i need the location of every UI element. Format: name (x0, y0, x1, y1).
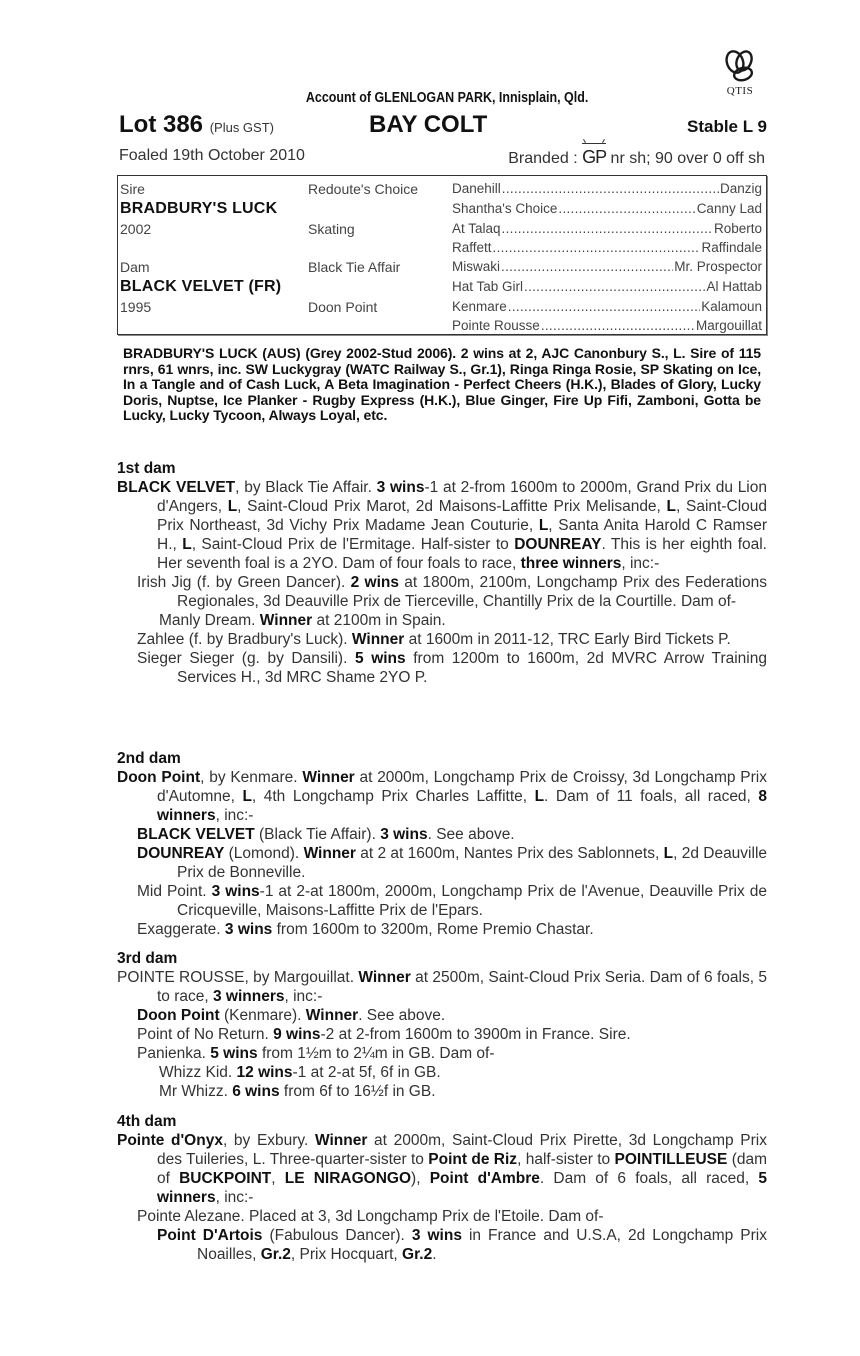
brand-bar-icon (582, 143, 606, 150)
text-run: . (432, 1246, 437, 1263)
text-run: , inc:- (215, 1189, 254, 1206)
dam-sire: Black Tie Affair (308, 259, 401, 275)
gp-left: Shantha's Choice (452, 201, 558, 216)
dam-label: Dam (120, 259, 150, 275)
bold-run: 3 wins (211, 883, 260, 900)
entry-paragraph (117, 825, 767, 844)
bold-run: Winner (351, 631, 405, 648)
gp-left: Raffett (452, 240, 492, 255)
text-run: (Kenmare). (219, 1007, 306, 1024)
gp-left: Pointe Rousse (452, 318, 540, 333)
text-run: . See above. (427, 826, 515, 843)
text-run: , (271, 1170, 285, 1187)
horse-description: BAY COLT (369, 111, 488, 138)
gp-right: Danzig (719, 181, 762, 196)
entry-paragraph (117, 1006, 767, 1025)
entry-paragraph (117, 1207, 767, 1226)
entry-paragraph (117, 1044, 767, 1063)
section-body (117, 1131, 767, 1264)
second-dam-section (117, 750, 767, 939)
text-run: , inc:- (284, 988, 323, 1005)
gp-right: Canny Lad (696, 201, 762, 216)
text-run: Mr Whizz. (159, 1083, 233, 1100)
entry-paragraph (117, 1082, 767, 1101)
entry-paragraph (117, 968, 767, 1006)
bold-run: L (227, 498, 238, 515)
grandparent-row (452, 279, 762, 294)
brand-mark (582, 147, 606, 168)
section-heading: 4th dam (117, 1113, 177, 1130)
sire-sire: Redoute's Choice (308, 181, 419, 197)
lot-label: Lot 386 (119, 111, 204, 138)
bold-run: BLACK VELVET (137, 826, 255, 843)
bold-run: DOUNREAY (137, 845, 225, 862)
bold-run: L (666, 498, 677, 515)
section-heading: 1st dam (117, 460, 176, 477)
text-run: -2 at 2-from 1600m to 3900m in France. Sire. (320, 1026, 631, 1043)
entry-paragraph (117, 573, 767, 611)
text-run: , inc:- (621, 555, 660, 572)
bold-run: 5 wins (354, 650, 406, 667)
text-run: , Saint-Cloud Prix Northeast, 3d Vichy Prix Madame Jean Couturie, (157, 498, 767, 534)
gp-left: Hat Tab Girl (452, 279, 524, 294)
text-run: Manly Dream. (159, 612, 260, 629)
gp-left: Miswaki (452, 259, 501, 274)
bold-run: 3 winners (213, 988, 285, 1005)
gp-right: Kalamoun (701, 299, 762, 314)
bold-run: Doon Point (137, 1007, 220, 1024)
text-run: (Fabulous Dancer). (262, 1227, 412, 1244)
text-run: at 2000m, Longchamp Prix de Croissy, 3d Longchamp Prix d'Automne, (157, 769, 768, 805)
leader-dots (541, 318, 695, 333)
grandparent-row (452, 259, 762, 274)
bold-run: Winner (259, 612, 313, 629)
sire-dam: Skating (308, 221, 355, 237)
bold-run: L (182, 536, 192, 553)
text-run: from 1200m to 1600m, 2d MVRC Arrow Training Services H., 3d MRC Shame 2YO P. (177, 650, 767, 686)
brand-info (508, 147, 765, 168)
text-run: Zahlee (f. by Bradbury's Luck). (137, 631, 352, 648)
bold-run: Doon Point (117, 769, 201, 786)
lot-number (119, 111, 274, 139)
bold-run: LE NIRAGONGO (284, 1170, 412, 1187)
entry-paragraph (117, 1226, 767, 1264)
text-run: (dam of (157, 1151, 768, 1187)
entry-paragraph (117, 478, 767, 573)
text-run: from 1600m to 3200m, Rome Premio Chastar. (272, 921, 594, 938)
leader-dots (524, 279, 705, 294)
gp-right: Al Hattab (706, 279, 762, 294)
entry-paragraph (117, 844, 767, 882)
bold-run: Winner (302, 769, 355, 786)
grandparent-row (452, 221, 762, 236)
leader-dots (493, 240, 701, 255)
text-run: , by Black Tie Affair. (235, 479, 377, 496)
gp-left: Danehill (452, 181, 501, 196)
text-run: Panienka. (137, 1045, 211, 1062)
bold-run: Point de Riz (428, 1151, 518, 1168)
entry-paragraph (117, 882, 767, 920)
text-run: , by Exbury. (222, 1132, 315, 1149)
bold-run: 6 wins (232, 1083, 280, 1100)
bold-run: L (663, 845, 674, 862)
bold-run: Winner (358, 969, 411, 986)
leader-dots (502, 221, 713, 236)
sire-summary: BRADBURY'S LUCK (AUS) (Grey 2002-Stud 2006). 2 wins at 2, AJC Canonbury S., L. Sire of 115 rnrs, 61 wnrs, inc. SW Luckygray (WATC Railway S., Gr.1), Ringa Ringa Rosie, SP Skating on Ice, In a Tangle and of Cash Luck, A Beta Imagination - Perfect Cheers (H.K.), Blades of Glory, Lucky Doris, Nuptse, Ice Planker - Rugby Express (H.K.), Blue Ginger, Fire Up Fifi, Zamboni, Gotta be Lucky, Lucky Tycoon, Always Loyal, etc. (123, 345, 761, 424)
dam-name: BLACK VELVET (FR) (120, 278, 282, 295)
entry-paragraph (117, 611, 767, 630)
bold-run: 3 wins (380, 826, 428, 843)
text-run: , half-sister to (517, 1151, 615, 1168)
grandparent-row (452, 240, 762, 255)
grandparent-row (452, 318, 762, 333)
text-run: . See above. (358, 1007, 446, 1024)
text-run: at 2100m in Spain. (312, 612, 446, 629)
text-run: -1 at 2-at 1800m, 2000m, Longchamp Prix de l'Avenue, Deauville Prix de Cricqueville, Maisons-Laffitte Prix de l'Epars. (177, 883, 767, 919)
bold-run: L (534, 788, 545, 805)
entry-paragraph (117, 649, 767, 687)
qtis-label: QTIS (726, 85, 754, 97)
brand-mark-text: GP (582, 147, 607, 167)
bold-run: 8 winners (157, 788, 768, 824)
bold-run: Gr.2 (402, 1246, 433, 1263)
bold-run: 3 wins (376, 479, 425, 496)
text-run: ), (411, 1170, 430, 1187)
bold-run: BLACK VELVET (117, 479, 236, 496)
vendor-account: Account of GLENLOGAN PARK, Innisplain, Qld. (305, 90, 589, 106)
text-run: at 1600m in 2011-12, TRC Early Bird Tickets P. (404, 631, 731, 648)
section-body (117, 968, 767, 1101)
section-heading: 3rd dam (117, 950, 178, 967)
qtis-logo (715, 48, 765, 108)
bold-run: Point D'Artois (157, 1227, 263, 1244)
text-run: at 2500m, Saint-Cloud Prix Seria. Dam of 6 foals, 5 to race, (157, 969, 767, 1005)
bold-run: 3 wins (411, 1227, 462, 1244)
gp-right: Roberto (713, 221, 762, 236)
sire-label: Sire (120, 181, 145, 197)
bold-run: Winner (303, 845, 356, 862)
section-body (117, 478, 767, 687)
gp-left: At Talaq (452, 221, 501, 236)
text-run: Sieger Sieger (g. by Dansili). (137, 650, 355, 667)
text-run: -1 at 2-from 1600m to 2000m, Grand Prix du Lion d'Angers, (157, 479, 767, 515)
sire-year: 2002 (120, 221, 152, 237)
lot-line (117, 111, 767, 139)
bold-run: BUCKPOINT (179, 1170, 272, 1187)
text-run: (Black Tie Affair). (254, 826, 381, 843)
text-run: (Lomond). (224, 845, 304, 862)
text-run: at 2000m, Saint-Cloud Prix Pirette, 3d Longchamp Prix des Tuileries, L. Three-quarter-sister to (157, 1132, 767, 1168)
text-run: -1 at 2-at 5f, 6f in GB. (292, 1064, 441, 1081)
text-run: at 1800m, 2100m, Longchamp Prix des Federations Regionales, 3d Deauville Prix de Tierceville, Chantilly Prix de la Courtille. Dam of- (177, 574, 767, 610)
text-run: , Prix Hocquart, (290, 1246, 403, 1263)
bold-run: DOUNREAY (514, 536, 602, 553)
branded-prefix: Branded : (508, 150, 583, 167)
bold-run: 5 wins (210, 1045, 258, 1062)
third-dam-section (117, 950, 767, 1101)
grandparent-row (452, 201, 762, 216)
bold-run: Winner (305, 1007, 359, 1024)
text-run: Irish Jig (f. by Green Dancer). (137, 574, 351, 591)
dam-year: 1995 (120, 299, 152, 315)
sire-name: BRADBURY'S LUCK (120, 200, 278, 217)
bold-run: 9 wins (273, 1026, 321, 1043)
bold-run: Gr.2 (260, 1246, 291, 1263)
bold-run: POINTILLEUSE (614, 1151, 728, 1168)
bold-run: 3 wins (224, 921, 273, 938)
bold-run: 5 winners (157, 1170, 767, 1206)
text-run: from 6f to 16½f in GB. (279, 1083, 436, 1100)
text-run: . Dam of 6 foals, all raced, (539, 1170, 759, 1187)
first-dam-section (117, 460, 767, 687)
entry-paragraph (117, 1025, 767, 1044)
leader-dots (502, 181, 719, 196)
text-run: , Santa Anita Harold C Ramser H., (157, 517, 767, 553)
text-run: Pointe Alezane. Placed at 3, 3d Longchamp Prix de l'Etoile. Dam of- (137, 1208, 604, 1225)
dam-dam: Doon Point (308, 299, 378, 315)
text-run: , 4th Longchamp Prix Charles Laffitte, (251, 788, 535, 805)
leader-dots (501, 259, 673, 274)
gst-note: (Plus GST) (209, 120, 274, 135)
text-run: , Saint-Cloud Prix Marot, 2d Maisons-Laffitte Prix Melisande, (237, 498, 667, 515)
leader-dots (558, 201, 695, 216)
grandparent-row (452, 299, 762, 314)
section-body (117, 768, 767, 939)
gp-right: Raffindale (701, 240, 762, 255)
section-heading: 2nd dam (117, 750, 181, 767)
text-run: Point of No Return. (137, 1026, 274, 1043)
text-run: , inc:- (215, 807, 254, 824)
gp-right: Margouillat (695, 318, 762, 333)
text-run: . This is her eighth foal. Her seventh foal is a 2YO. Dam of four foals to race, (157, 536, 767, 572)
text-run: in France and U.S.A, 2d Longchamp Prix Noailles, (197, 1227, 767, 1263)
qtis-butterfly-icon (723, 48, 757, 84)
bold-run: 12 wins (236, 1064, 293, 1081)
text-run: at 2 at 1600m, Nantes Prix des Sablonnets, (355, 845, 664, 862)
foaled-date: Foaled 19th October 2010 (119, 147, 305, 164)
text-run: , Saint-Cloud Prix de l'Ermitage. Half-sister to (191, 536, 515, 553)
gp-right: Mr. Prospector (674, 259, 762, 274)
text-run: . Dam of 11 foals, all raced, (544, 788, 759, 805)
text-run: Exaggerate. (137, 921, 225, 938)
text-run: , 2d Deauville Prix de Bonneville. (177, 845, 768, 881)
bold-run: three winners (520, 555, 622, 572)
leader-dots (508, 299, 700, 314)
gp-left: Kenmare (452, 299, 507, 314)
bold-run: L (538, 517, 549, 534)
text-run: POINTE ROUSSE, by Margouillat. (117, 969, 359, 986)
bold-run: Pointe d'Onyx (117, 1132, 223, 1149)
pedigree-table (117, 175, 767, 335)
bold-run: Winner (315, 1132, 368, 1149)
stable-location: Stable L 9 (687, 117, 767, 136)
branded-suffix: nr sh; 90 over 0 off sh (606, 150, 765, 167)
entry-paragraph (117, 1131, 767, 1207)
text-run: Whizz Kid. (159, 1064, 237, 1081)
fourth-dam-section (117, 1113, 767, 1264)
text-run: Mid Point. (137, 883, 212, 900)
entry-paragraph (117, 630, 767, 649)
entry-paragraph (117, 768, 767, 825)
entry-paragraph (117, 1063, 767, 1082)
bold-run: Point d'Ambre (429, 1170, 540, 1187)
bold-run: 2 wins (350, 574, 399, 591)
entry-paragraph (117, 920, 767, 939)
text-run: from 1½m to 2¼m in GB. Dam of- (257, 1045, 495, 1062)
grandparent-row (452, 181, 762, 196)
bold-run: L (242, 788, 252, 805)
text-run: , by Kenmare. (200, 769, 303, 786)
